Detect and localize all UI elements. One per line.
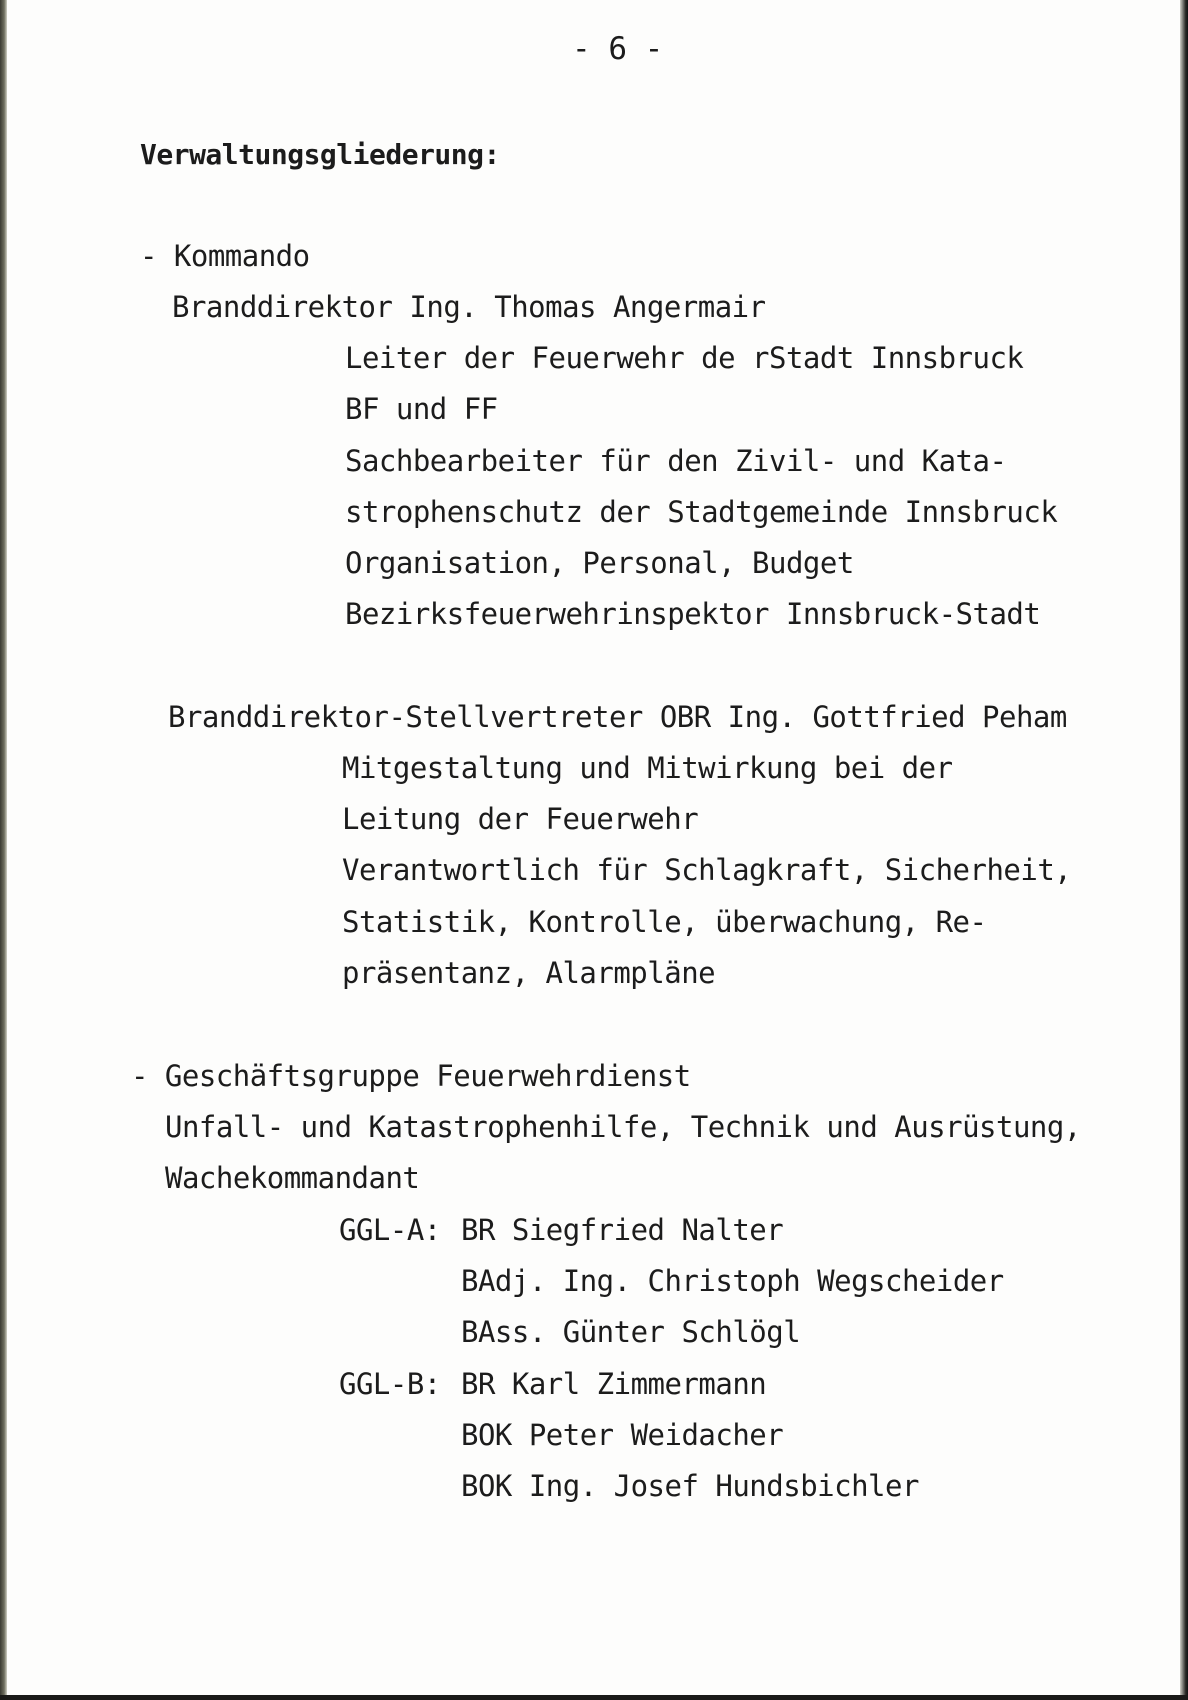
ggl-a-label: GGL-A: <box>339 1213 441 1247</box>
director-duty: strophenschutz der Stadtgemeinde Innsbruck <box>345 495 1058 529</box>
director-duty: Bezirksfeuerwehrinspektor Innsbruck-Stadt <box>345 597 1041 631</box>
deputy-title: Branddirektor-Stellvertreter OBR Ing. Gottfried Peham <box>168 700 1067 734</box>
ggl-b-member: BR Karl Zimmermann <box>461 1367 767 1401</box>
director-duty: Organisation, Personal, Budget <box>345 546 854 580</box>
ggl-b-member: BOK Peter Weidacher <box>461 1418 784 1452</box>
ggl-a-member: BAss. Günter Schlögl <box>461 1315 801 1349</box>
ggl-a-member: BAdj. Ing. Christoph Wegscheider <box>461 1264 1004 1298</box>
scan-edge-bottom <box>0 1695 1188 1700</box>
geschaeftsgruppe-description: Wachekommandant <box>165 1161 420 1195</box>
section-heading: Verwaltungsgliederung: <box>140 138 500 171</box>
scan-edge-left <box>0 0 7 1700</box>
geschaeftsgruppe-description: Unfall- und Katastrophenhilfe, Technik und Ausrüstung, <box>165 1110 1081 1144</box>
deputy-duty: präsentanz, Alarmpläne <box>342 956 716 990</box>
deputy-duty: Statistik, Kontrolle, überwachung, Re- <box>342 905 987 939</box>
page-number: - 6 - <box>572 31 663 67</box>
director-title: Branddirektor Ing. Thomas Angermair <box>172 290 766 324</box>
deputy-duty: Leitung der Feuerwehr <box>342 802 699 836</box>
ggl-b-member: BOK Ing. Josef Hundsbichler <box>461 1469 919 1503</box>
director-duty: Leiter der Feuerwehr de rStadt Innsbruck <box>345 341 1024 375</box>
kommando-title: - Kommando <box>140 239 310 273</box>
deputy-duty: Verantwortlich für Schlagkraft, Sicherheit, <box>342 853 1072 887</box>
geschaeftsgruppe-title: - Geschäftsgruppe Feuerwehrdienst <box>131 1059 691 1093</box>
ggl-a-member: BR Siegfried Nalter <box>461 1213 784 1247</box>
ggl-b-label: GGL-B: <box>339 1367 441 1401</box>
scan-edge-right <box>1180 0 1188 1700</box>
director-duty: Sachbearbeiter für den Zivil- und Kata- <box>345 444 1007 478</box>
director-duty: BF und FF <box>345 392 498 426</box>
deputy-duty: Mitgestaltung und Mitwirkung bei der <box>342 751 953 785</box>
